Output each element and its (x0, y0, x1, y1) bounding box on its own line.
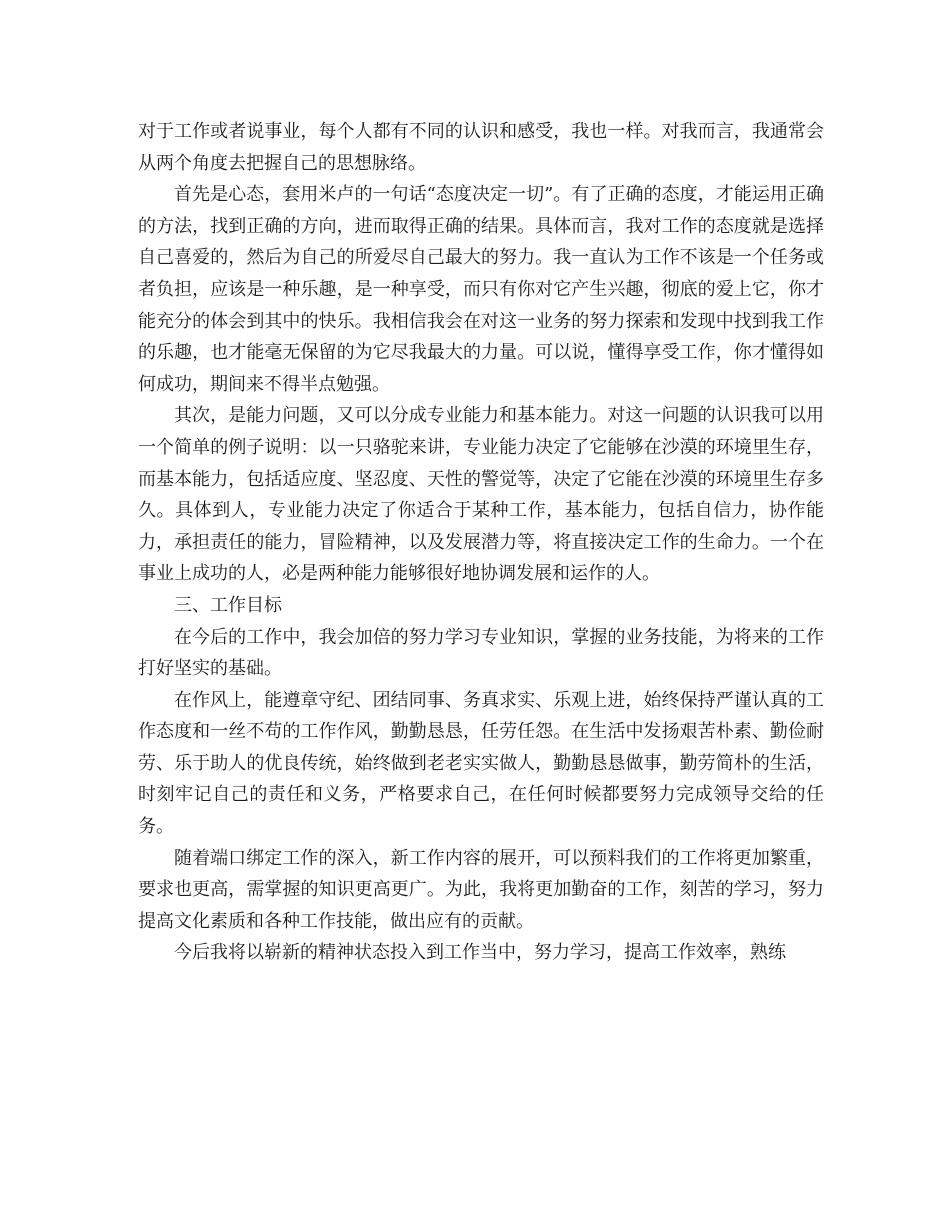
section-heading-work-goals: 三、工作目标 (174, 594, 282, 616)
paragraph-study-plan: 在今后的工作中，我会加倍的努力学习专业知识，掌握的业务技能，为将来的工作打好坚实的基础。 (138, 626, 824, 680)
paragraph-port-binding: 随着端口绑定工作的深入，新工作内容的展开，可以预料我们的工作将更加繁重，要求也更高，需掌握的知识更高更广。为此，我将更加勤奋的工作，刻苦的学习，努力提高文化素质和各种工作技能，做出应有的贡献。 (138, 847, 824, 932)
paragraph-intro: 对于工作或者说事业，每个人都有不同的认识和感受，我也一样。对我而言，我通常会从两个角度去把握自己的思想脉络。 (138, 121, 824, 174)
paragraph-future: 今后我将以崭新的精神状态投入到工作当中，努力学习，提高工作效率，熟练 (174, 942, 786, 964)
paragraph-work-style: 在作风上，能遵章守纪、团结同事、务真求实、乐观上进，始终保持严谨认真的工作态度和一丝不苟的工作作风，勤勤恳恳，任劳任怨。在生活中发扬艰苦朴素、勤俭耐劳、乐于助人的优良传统，始终做到老老实实做人，勤勤恳恳做事，勤劳简朴的生活，时刻牢记自己的责任和义务，严格要求自己，在任何时候都要努力完成领导交给的任务。 (138, 689, 824, 838)
paragraph-attitude: 首先是心态，套用米卢的一句话“态度决定一切”。有了正确的态度，才能运用正确的方法，找到正确的方向，进而取得正确的结果。具体而言，我对工作的态度就是选择自己喜爱的，然后为自己的所爱尽自己最大的努力。我一直认为工作不该是一个任务或者负担，应该是一种乐趣，是一种享受，而只有你对它产生兴趣，彻底的爱上它，你才能充分的体会到其中的快乐。我相信我会在对这一业务的努力探索和发现中找到我工作的乐趣，也才能毫无保留的为它尽我最大的力量。可以说，懂得享受工作，你才懂得如何成功，期间来不得半点勉强。 (138, 184, 824, 395)
document-body (138, 116, 824, 969)
paragraph-ability: 其次，是能力问题，又可以分成专业能力和基本能力。对这一问题的认识我可以用一个简单的例子说明：以一只骆驼来讲，专业能力决定了它能够在沙漠的环境里生存，而基本能力，包括适应度、坚忍度、天性的警觉等，决定了它能在沙漠的环境里生存多久。具体到人，专业能力决定了你适合于某种工作，基本能力，包括自信力，协作能力，承担责任的能力，冒险精神，以及发展潜力等，将直接决定工作的生命力。一个在事业上成功的人，必是两种能力能够很好地协调发展和运作的人。 (138, 405, 824, 585)
